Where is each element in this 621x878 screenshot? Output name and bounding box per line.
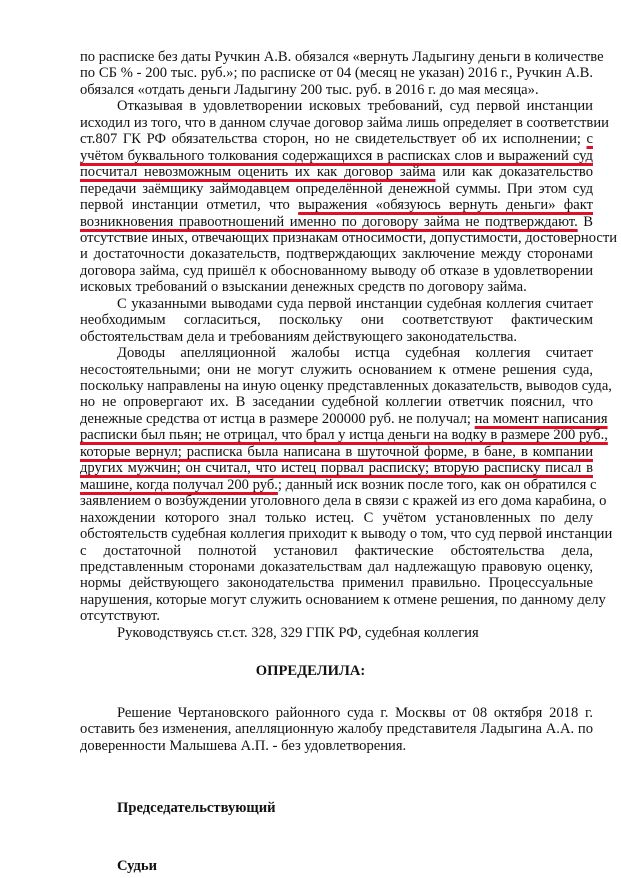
text-line (80, 410, 608, 427)
text-line (80, 49, 604, 65)
text-line (80, 246, 593, 262)
text-line (80, 312, 593, 328)
underlined-text: расписки был пьян; не отрицал, что брал у истца деньги на водку в размере 200 руб., (80, 427, 608, 444)
text-segment: оставить без изменения, апелляционную жалобу представителя Ладыгина А.А. по (80, 721, 593, 738)
text-segment: по расписке без даты Ручкин А.В. обязался «вернуть Ладыгину деньги в количестве (80, 49, 604, 65)
text-line (117, 98, 593, 114)
text-line (80, 510, 593, 526)
text-line (80, 362, 593, 378)
text-line (80, 65, 593, 81)
text-segment: В (577, 213, 593, 230)
text-line (80, 559, 593, 575)
text-line (80, 148, 593, 164)
text-segment: необходимым согласиться, поскольку они соответствуют фактическим (80, 312, 593, 329)
text-segment: нарушения, которые могут служить основанием к отмене решения, по данному делу (80, 591, 606, 608)
underlined-text: на момент написания (474, 410, 608, 427)
text-line (117, 345, 593, 361)
underlined-text: с (586, 131, 593, 148)
text-segment: несостоятельными; они не могут служить основанием к отмене решения суда, (80, 361, 593, 378)
text-segment: обстоятельств судебная коллегия приходит к выводу о том, что суд первой инстанции (80, 526, 613, 543)
text-segment: обязался «отдать деньги Ладыгину 200 тыс. руб. в 2016 г. до мая месяца». (80, 81, 539, 98)
text-segment: исходил из того, что в данном случае договор займа лишь определяет в соответствии (80, 114, 609, 131)
text-line (117, 705, 593, 721)
text-segment: Руководствуясь ст.ст. 328, 329 ГПК РФ, судебная коллегия (117, 624, 479, 641)
text-line (117, 296, 593, 312)
text-segment: поскольку направлены на иную оценку представленных доказательств, выводов суда, (80, 378, 612, 394)
text-line (117, 625, 593, 641)
text-segment: исковых требований о взыскании денежных средств по договору займа. (80, 279, 527, 296)
text-line (80, 526, 613, 543)
text-line (80, 543, 593, 559)
ruling-heading: ОПРЕДЕЛИЛА: (255, 663, 366, 679)
text-segment: с достаточной полнотой установил фактические обстоятельства дела, (80, 542, 593, 559)
text-line (80, 214, 593, 230)
presiding-judge-label: Председательствующий (117, 800, 276, 816)
text-segment: денежные средства от истца в размере 200000 руб. не получал; (80, 410, 475, 427)
text-line (80, 608, 593, 624)
text-segment: доверенности Малышева А.П. - без удовлетворения. (80, 737, 407, 754)
judges-label: Судьи (117, 858, 158, 874)
text-line (80, 460, 593, 476)
text-segment: обстоятельствам дела и требованиям действующего законодательства. (80, 328, 518, 345)
text-line (80, 476, 597, 493)
text-segment: С указанными выводами суда первой инстанции судебная коллегия считает (117, 295, 593, 312)
text-line (80, 114, 609, 131)
text-line (80, 329, 593, 345)
underlined-text: учётом буквального толкования содержащихся в расписках слов и выражений суд (80, 147, 593, 164)
text-line (80, 394, 593, 410)
text-segment: Решение Чертановского районного суда г. Москвы от 08 октября 2018 г. (117, 705, 593, 721)
underlined-text: возникновения правоотношений именно по договору займа не подтверждают. (80, 213, 578, 230)
text-line (80, 575, 593, 591)
text-segment: отсутствие иных, отвечающих признакам относимости, допустимости, достоверности (80, 229, 618, 246)
text-line (80, 721, 593, 737)
text-segment: и достаточности доказательств, подтверждающих заключение между сторонами (80, 246, 593, 263)
text-line (80, 197, 593, 213)
text-line (80, 444, 593, 460)
text-line (80, 279, 593, 295)
text-segment: Доводы апелляционной жалобы истца судебная коллегия считает (117, 345, 593, 362)
text-segment: первой инстанции отметил, что (80, 197, 299, 214)
text-line (80, 82, 593, 98)
underlined-text: посчитал невозможным оценить их как договор займа (80, 164, 436, 181)
text-segment: но не опровергают их. В заседании судебной коллегии ответчик пояснил, что (80, 394, 593, 411)
text-line (80, 131, 593, 147)
text-line (80, 164, 593, 180)
text-segment: нормы действующего законодательства применил правильно. Процессуальные (80, 575, 593, 592)
underlined-text: других мужчин; он считал, что истец порвал расписку; вторую расписку писал в (80, 460, 593, 477)
underlined-text: которые вернул; расписка была написана в шуточной форме, в бане, в компании (80, 443, 593, 460)
text-line (80, 738, 593, 754)
text-segment: ; данный иск возник после того, как он обратился с (277, 476, 597, 493)
text-line (80, 263, 593, 279)
underlined-text: машине, когда получал 200 руб. (80, 476, 278, 493)
text-line (80, 378, 612, 394)
text-segment: Отказывая в удовлетворении исковых требований, суд первой инстанции (117, 98, 593, 115)
text-segment: отсутствуют. (80, 608, 160, 625)
text-segment: представленным сторонами доказательствам дал надлежащую правовую оценку, (80, 558, 593, 575)
text-line (80, 229, 618, 246)
text-segment: по СБ % - 200 тыс. руб.»; по расписке от 04 (месяц не указан) 2016 г., Ручкин А.В. (80, 65, 593, 82)
text-line (80, 181, 593, 197)
text-line (80, 493, 607, 510)
underlined-text: выражения «обязуюсь вернуть деньги» факт (298, 197, 593, 214)
text-segment: договора займа, суд пришёл к обоснованному выводу об отказе в удовлетворении (80, 262, 593, 279)
text-line (80, 591, 606, 608)
text-segment: передачи заёмщику займодавцем определённой денежной суммы. При этом суд (80, 180, 593, 197)
text-segment: или как доказательство (435, 164, 593, 181)
text-segment: нахождении которого знал только истец. С учётом установленных по делу (80, 509, 593, 526)
text-segment: заявлением о возбуждении уголовного дела в связи с кражей из его дома карабина, о (80, 493, 607, 510)
text-segment: ст.807 ГК РФ обязательства сторон, но не свидетельствует об их исполнении; (80, 131, 587, 148)
text-line (80, 427, 608, 444)
